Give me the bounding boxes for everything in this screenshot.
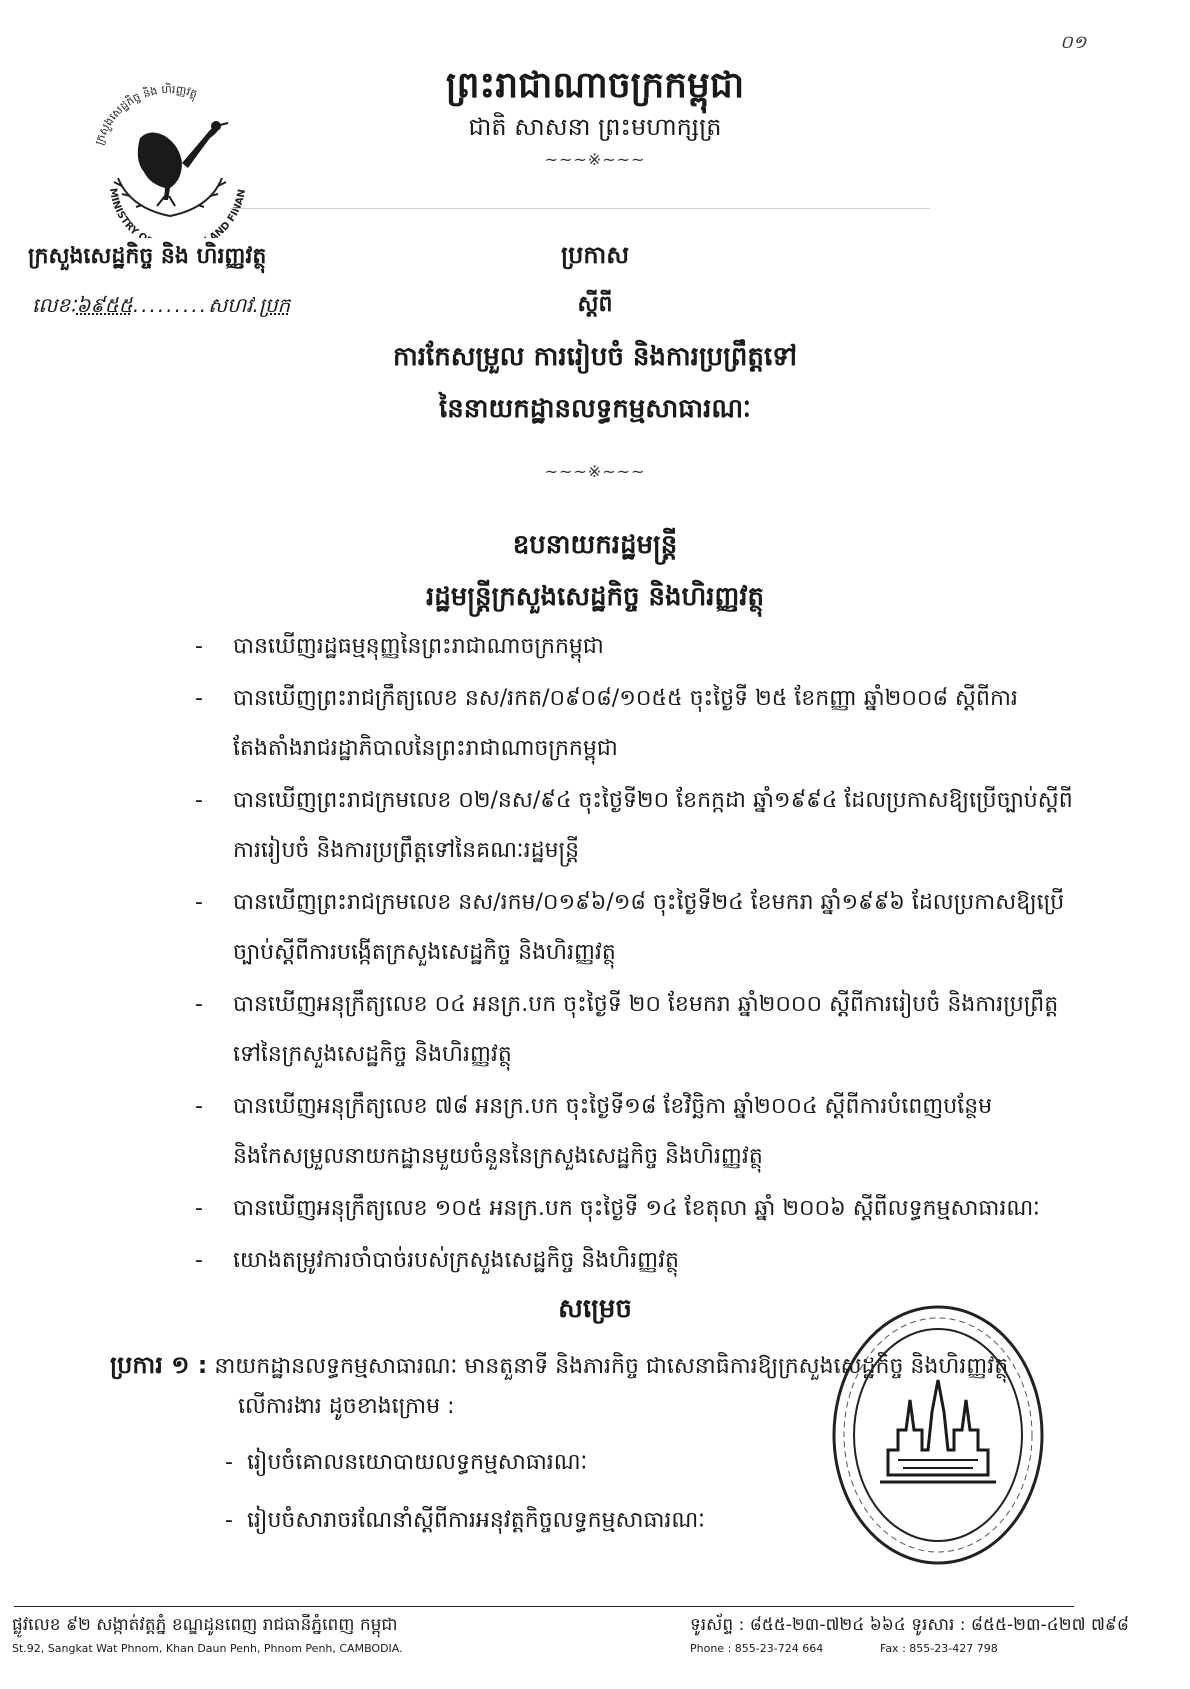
header-divider xyxy=(230,208,930,209)
list-dash: - xyxy=(195,890,203,915)
sub-item xyxy=(225,1448,587,1480)
national-motto: ជាតិ សាសនា ព្រះមហាក្សត្រ xyxy=(468,113,722,141)
list-item-text: យោងតម្រូវការចាំបាច់របស់ក្រសួងសេដ្ឋកិច្ច និងហិរញ្ញវត្ថុ xyxy=(233,1248,680,1273)
list-item-text: បានឃើញរដ្ឋធម្មនុញ្ញនៃព្រះរាជាណាចក្រកម្ពុជា xyxy=(233,634,604,659)
ref-code: ប្រក xyxy=(258,293,291,317)
list-dash: - xyxy=(195,788,203,813)
article-label: ប្រការ ១ : xyxy=(110,1351,208,1379)
list-item-text: បានឃើញអនុក្រឹត្យលេខ ០៤ អនក្រ.បក ចុះថ្ងៃទី ២០ ខែមករា ឆ្នាំ២០០០ ស្តីពីការរៀបចំ និងការប្រព្រឹត្តទៅនៃក្រសួងសេដ្ឋកិច្ច និងហិរញ្ញវត្ថុ xyxy=(233,992,1059,1067)
ref-number: ៦៩៥៥ xyxy=(76,293,133,317)
considerations-list xyxy=(195,622,1075,1288)
doc-type: ប្រកាស xyxy=(560,241,630,269)
decision-heading: សម្រេច xyxy=(558,1294,632,1324)
article-continuation: លើការងារ ដូចខាងក្រោម : xyxy=(238,1394,455,1419)
footer-phone-kh: ទូរស័ព្ទ : ៨៥៥-២៣-៧២៤ ៦៦៤ ទូរសារ : ៨៥៥-២៣-៤២៧ ៧៩៨ xyxy=(690,1615,1129,1635)
official-stamp xyxy=(828,1300,1048,1570)
list-item xyxy=(195,776,1075,876)
list-item xyxy=(195,622,1075,672)
svg-text:MINISTRY OF ECONOMY AND FINANC: MINISTRY O AND FINAN xyxy=(106,187,248,238)
official-seal-icon xyxy=(828,1300,1048,1570)
issuer-title-1: ឧបនាយករដ្ឋមន្ត្រី xyxy=(512,530,678,560)
svg-text:ក្រសួងសេដ្ឋកិច្ច និង ហិរញ្ញវត្: ក្រសួងសេដ្ឋកិច្ច និង ហិរញ្ញវត្ថុ xyxy=(92,82,199,147)
ref-suffix: សហវ. xyxy=(208,293,259,317)
sub-dash: - xyxy=(225,1450,233,1475)
issuer-title-2: រដ្ឋមន្ត្រីក្រសួងសេដ្ឋកិច្ច និងហិរញ្ញវត្ថុ xyxy=(425,582,765,612)
article-text: នាយកដ្ឋានលទ្ធកម្មសាធារណៈ មានតួនាទី និងភារកិច្ច ជាសេនាធិការឱ្យក្រសួងសេដ្ឋកិច្ច និងហិរញ្ញវត្ថុ xyxy=(214,1354,1009,1379)
list-item xyxy=(195,674,1075,774)
footer-fax-en: Fax : 855-23-427 798 xyxy=(880,1642,998,1655)
sub-item-text: រៀបចំសារាចរណែនាំស្តីពីការអនុវត្តកិច្ចលទ្ធកម្មសាធារណៈ xyxy=(246,1508,705,1533)
list-dash: - xyxy=(195,686,203,711)
subject-line-1: ការកែសម្រួល ការរៀបចំ និងការប្រព្រឹត្តទៅ xyxy=(393,342,797,372)
list-item-text: បានឃើញព្រះរាជក្រមលេខ នស/រកម/០១៩៦/១៨ ចុះថ្ងៃទី២៤ ខែមករា ឆ្នាំ១៩៩៦ ដែលប្រកាសឱ្យប្រើច្បាប់ស្តីពីការបង្កើតក្រសួងសេដ្ឋកិច្ច និងហិរញ្ញវត្ថុ xyxy=(233,890,1065,965)
kingdom-title: ព្រះរាជាណាចក្រកម្ពុជា xyxy=(445,65,745,106)
ref-label: លេខៈ xyxy=(32,293,77,317)
sub-dash: - xyxy=(225,1508,233,1533)
reference-number: លេខៈ៦៩៥៥.........សហវ.ប្រក xyxy=(32,293,291,317)
sub-item-text: រៀបចំគោលនយោបាយលទ្ធកម្មសាធារណៈ xyxy=(246,1450,588,1475)
header-ornament: ~~~※~~~ xyxy=(544,150,646,169)
footer-phone-en: Phone : 855-23-724 664 xyxy=(690,1642,824,1655)
list-dash: - xyxy=(195,634,203,659)
list-item xyxy=(195,878,1075,978)
list-item xyxy=(195,980,1075,1080)
title-ornament: ~~~※~~~ xyxy=(544,462,646,481)
list-item-text: បានឃើញព្រះរាជក្រមលេខ ០២/នស/៩៤ ចុះថ្ងៃទី២០ ខែកក្កដា ឆ្នាំ១៩៩៤ ដែលប្រកាសឱ្យប្រើច្បាប់ស្តីពីការរៀបចំ និងការប្រព្រឹត្តទៅនៃគណៈរដ្ឋមន្ត្រី xyxy=(233,788,1073,863)
list-dash: - xyxy=(195,1094,203,1119)
list-dash: - xyxy=(195,1248,203,1273)
ministry-name: ក្រសួងសេដ្ឋកិច្ច និង ហិរញ្ញវត្ថុ xyxy=(28,244,267,269)
list-item xyxy=(195,1082,1075,1182)
subject-line-2: នៃនាយកដ្ឋានលទ្ធកម្មសាធារណៈ xyxy=(439,394,751,424)
list-item-text: បានឃើញអនុក្រឹត្យលេខ ១០៥ អនក្រ.បក ចុះថ្ងៃទី ១៤ ខែតុលា ឆ្នាំ ២០០៦ ស្តីពីលទ្ធកម្មសាធារណៈ xyxy=(233,1196,1040,1221)
sub-item xyxy=(225,1506,705,1538)
list-dash: - xyxy=(195,1196,203,1221)
list-item-text: បានឃើញព្រះរាជក្រឹត្យលេខ នស/រកត/០៩០៨/១០៥៥ ចុះថ្ងៃទី ២៥ ខែកញ្ញា ឆ្នាំ២០០៨ ស្តីពីការតែងតាំងរាជរដ្ឋាភិបាលនៃព្រះរាជាណាចក្រកម្ពុជា xyxy=(233,686,1018,761)
footer-divider xyxy=(14,1606,1074,1607)
footer-address-en: St.92, Sangkat Wat Phnom, Khan Daun Penh, Phnom Penh, CAMBODIA. xyxy=(12,1642,403,1655)
footer-address-kh: ផ្លូវលេខ ៩២ សង្កាត់វត្តភ្នំ ខណ្ឌដូនពេញ រាជធានីភ្នំពេញ កម្ពុជា xyxy=(12,1615,398,1635)
list-item xyxy=(195,1236,1075,1286)
doc-about: ស្តីពី xyxy=(577,292,613,317)
page-mark: ០១ xyxy=(1060,32,1087,53)
list-dash: - xyxy=(195,992,203,1017)
list-item xyxy=(195,1184,1075,1234)
list-item-text: បានឃើញអនុក្រឹត្យលេខ ៧៨ អនក្រ.បក ចុះថ្ងៃទី១៨ ខែវិច្ឆិកា ឆ្នាំ២០០៤ ស្តីពីការបំពេញបន្ថែម និងកែសម្រួលនាយកដ្ឋានមួយចំនួននៃក្រសួងសេដ្ឋកិច្ច និងហិរញ្ញវត្ថុ xyxy=(233,1094,993,1169)
